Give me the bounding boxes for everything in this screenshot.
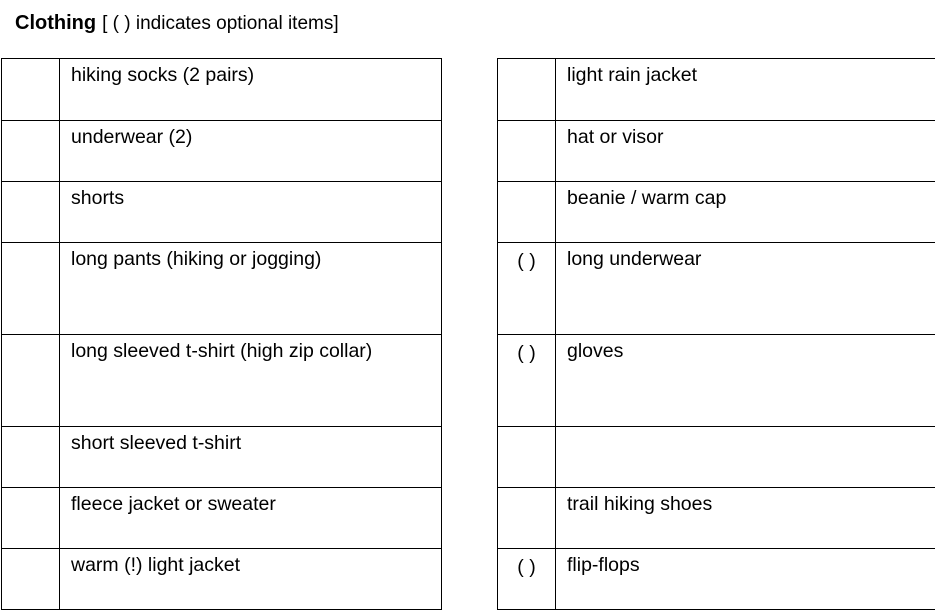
checklist-row — [2, 335, 442, 427]
checklist-row — [498, 427, 935, 488]
item-label: underwear (2) — [60, 121, 442, 182]
checklist-row — [498, 59, 935, 121]
item-label — [556, 427, 935, 488]
check-box-cell[interactable] — [2, 335, 60, 427]
check-box-cell[interactable] — [2, 427, 60, 488]
item-label: hiking socks (2 pairs) — [60, 59, 442, 121]
clothing-checklist-right — [497, 58, 935, 610]
check-box-cell[interactable] — [2, 549, 60, 610]
optional-marker-cell[interactable]: ( ) — [498, 243, 556, 335]
checklist-row — [498, 243, 935, 335]
checklist-row — [2, 488, 442, 549]
check-box-cell[interactable] — [498, 121, 556, 182]
item-label: long pants (hiking or jogging) — [60, 243, 442, 335]
clothing-checklist-left — [1, 58, 442, 610]
checklist-row — [2, 59, 442, 121]
item-label: beanie / warm cap — [556, 182, 935, 243]
optional-items-note: [ ( ) indicates optional items] — [102, 13, 339, 34]
item-label: warm (!) light jacket — [60, 549, 442, 610]
checklist-row — [2, 121, 442, 182]
checklist-row — [498, 121, 935, 182]
checklist-row — [498, 335, 935, 427]
check-box-cell[interactable] — [2, 59, 60, 121]
check-box-cell[interactable] — [2, 182, 60, 243]
item-label: flip-flops — [556, 549, 935, 610]
checklist-row — [498, 182, 935, 243]
checklist-row — [498, 488, 935, 549]
check-box-cell[interactable] — [498, 182, 556, 243]
item-label: fleece jacket or sweater — [60, 488, 442, 549]
item-label: short sleeved t-shirt — [60, 427, 442, 488]
section-title: Clothing — [15, 12, 96, 34]
check-box-cell[interactable] — [498, 488, 556, 549]
section-heading — [15, 8, 339, 38]
check-box-cell[interactable] — [498, 59, 556, 121]
optional-marker-cell[interactable]: ( ) — [498, 549, 556, 610]
check-box-cell[interactable] — [2, 121, 60, 182]
checklist-row — [2, 549, 442, 610]
item-label: long sleeved t-shirt (high zip collar) — [60, 335, 442, 427]
item-label: light rain jacket — [556, 59, 935, 121]
item-label: gloves — [556, 335, 935, 427]
checklist-row — [2, 243, 442, 335]
item-label: shorts — [60, 182, 442, 243]
check-box-cell[interactable] — [2, 488, 60, 549]
checklist-row — [2, 182, 442, 243]
item-label: trail hiking shoes — [556, 488, 935, 549]
check-box-cell[interactable] — [498, 427, 556, 488]
item-label: long underwear — [556, 243, 935, 335]
check-box-cell[interactable] — [2, 243, 60, 335]
checklist-row — [2, 427, 442, 488]
item-label: hat or visor — [556, 121, 935, 182]
optional-marker-cell[interactable]: ( ) — [498, 335, 556, 427]
checklist-row — [498, 549, 935, 610]
